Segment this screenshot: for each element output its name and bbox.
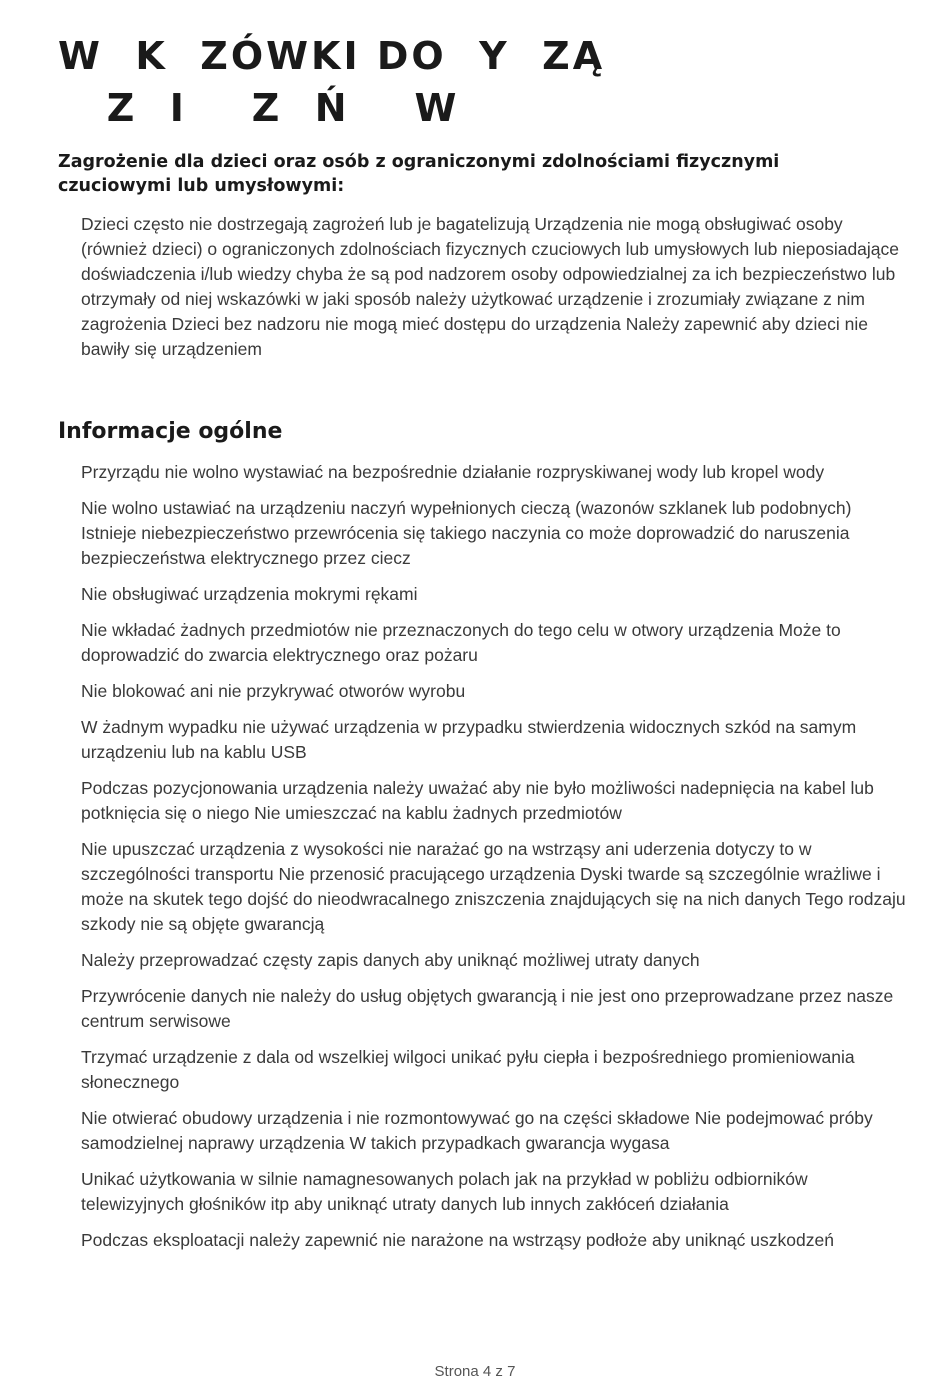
list-item: Nie obsługiwać urządzenia mokrymi rękami	[81, 584, 418, 604]
list-item: Unikać użytkowania w silnie namagnesowanych polach jak na przykład w pobliżu odbiorników telewizyjnych głośników itp aby uniknąć utraty danych lub innych zakłóceń działania	[81, 1169, 808, 1214]
list-item: Nie wkładać żadnych przedmiotów nie przeznaczonych do tego celu w otwory urządzenia Może to doprowadzić do zwarcia elektrycznego oraz pożaru	[81, 620, 841, 665]
list-item: W żadnym wypadku nie używać urządzenia w przypadku stwierdzenia widocznych szkód na samym urządzeniu lub na kablu USB	[81, 717, 857, 762]
page-title-line-2: Z I Z Ń W	[58, 86, 460, 130]
hazard-heading: Zagrożenie dla dzieci oraz osób z ograniczonymi zdolnościami fizycznymi czuciowymi lub umysłowymi:	[58, 152, 780, 196]
hazard-paragraph: Dzieci często nie dostrzegają zagrożeń lub je bagatelizują Urządzenia nie mogą obsługiwać osoby (również dzieci) o ograniczonych zdolnościach fizycznych czuciowych lub umysłowych lub nieposiadające doświadczenia i/lub wiedzy chyba że są pod nadzorem osoby odpowiedzialnej za ich bezpieczeństwo lub otrzymały od niej wskazówki w jaki sposób należy użytkować urządzenie i zrozumiały związane z nim zagrożenia Dzieci bez nadzoru nie mogą mieć dostępu do urządzenia Należy zapewnić aby dzieci nie bawiły się urządzeniem	[81, 214, 900, 359]
list-item: Przyrządu nie wolno wystawiać na bezpośrednie działanie rozpryskiwanej wody lub kropel wody	[81, 462, 825, 482]
general-info-heading: Informacje ogólne	[58, 419, 283, 444]
list-item: Trzymać urządzenie z dala od wszelkiej wilgoci unikać pyłu ciepła i bezpośredniego promieniowania słonecznego	[81, 1047, 855, 1092]
list-item: Podczas pozycjonowania urządzenia należy uważać aby nie było możliwości nadepnięcia na kabel lub potknięcia się o niego Nie umieszczać na kablu żadnych przedmiotów	[81, 778, 874, 823]
list-item: Nie upuszczać urządzenia z wysokości nie narażać go na wstrząsy ani uderzenia dotyczy to w szczególności transportu Nie przenosić pracującego urządzenia Dyski twarde są szczególnie wrażliwe i może na skutek tego dojść do nieodwracalnego zniszczenia znajdujących się na nich danych Tego rodzaju szkody nie są objęte gwarancją	[81, 839, 906, 934]
general-info-list	[81, 460, 911, 1264]
list-item: Należy przeprowadzać częsty zapis danych aby uniknąć możliwej utraty danych	[81, 950, 700, 970]
list-item: Nie blokować ani nie przykrywać otworów wyrobu	[81, 681, 466, 701]
page-title-line-1: W K ZÓWKI DO Y ZĄ	[58, 34, 606, 78]
list-item: Przywrócenie danych nie należy do usług objętych gwarancją i nie jest ono przeprowadzane przez nasze centrum serwisowe	[81, 986, 894, 1031]
list-item: Podczas eksploatacji należy zapewnić nie narażone na wstrząsy podłoże aby uniknąć uszkodzeń	[81, 1230, 834, 1250]
page-title	[58, 30, 605, 134]
page-number: Strona 4 z 7	[434, 1363, 516, 1380]
list-item: Nie wolno ustawiać na urządzeniu naczyń wypełnionych cieczą (wazonów szklanek lub podobnych) Istnieje niebezpieczeństwo przewrócenia się takiego naczynia co może doprowadzić do naruszenia bezpieczeństwa elektrycznego przez ciecz	[81, 498, 852, 568]
list-item: Nie otwierać obudowy urządzenia i nie rozmontowywać go na części składowe Nie podejmować próby samodzielnej naprawy urządzenia W takich przypadkach gwarancja wygasa	[81, 1108, 873, 1153]
